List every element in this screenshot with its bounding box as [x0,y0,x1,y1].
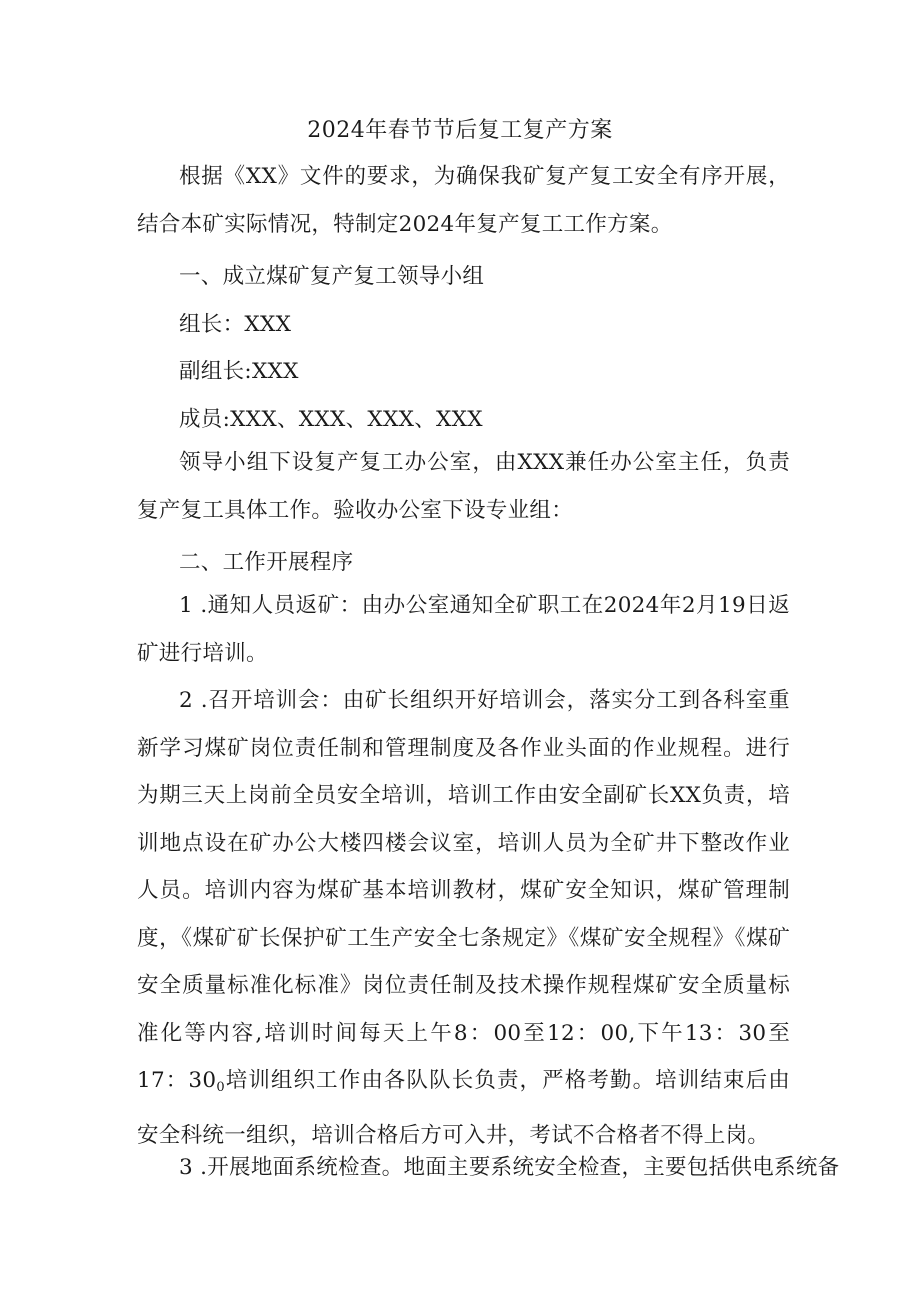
deputy-leader-line: 副组长:XXX [179,359,299,384]
item-2-text-part2: 培训组织工作由各队队长负责，严格考勤。培训结束后由安全科统一组织，培训合格后方可入井，考试不合格者不得上岗。 [137,1068,790,1148]
item-3-paragraph: 3 .开展地面系统检查。地面主要系统安全检查，主要包括供电系统备 [179,1155,840,1180]
item-1-paragraph: 1 .通知人员返矿：由办公室通知全矿职工在2024年2月19日返矿进行培训。 [137,593,790,666]
item-2-subscript: 0 [216,1080,225,1095]
intro-paragraph: 根据《XX》文件的要求，为确保我矿复产复工安全有序开展，结合本矿实际情况，特制定2024年复产复工工作方案。 [137,164,790,237]
document-title: 2024年春节节后复工复产方案 [307,118,613,143]
item-2-paragraph [137,677,790,1159]
section-heading-1: 一、成立煤矿复产复工领导小组 [179,264,485,289]
leader-line: 组长：XXX [179,312,292,337]
item-2-text-part1: 2 .召开培训会：由矿长组织开好培训会，落实分工到各科室重新学习煤矿岗位责任制和管理制度及各作业头面的作业规程。进行为期三天上岗前全员安全培训，培训工作由安全副矿长XX负责，培训地点设在矿办公大楼四楼会议室，培训人员为全矿井下整改作业人员。培训内容为煤矿基本培训教材，煤矿安全知识，煤矿管理制度，《煤矿矿长保护矿工生产安全七条规定》《煤矿安全规程》《煤矿安全质量标准化标准》岗位责任制及技术操作规程煤矿安全质量标准化等内容,培训时间每天上午8：00至12：00,下午13：30至17：30 [137,688,790,1093]
members-line: 成员:XXX、XXX、XXX、XXX [179,407,483,432]
section-heading-2: 二、工作开展程序 [179,550,354,575]
office-paragraph: 领导小组下设复产复工办公室，由XXX兼任办公室主任，负责复产复工具体工作。验收办公室下设专业组： [137,450,790,523]
